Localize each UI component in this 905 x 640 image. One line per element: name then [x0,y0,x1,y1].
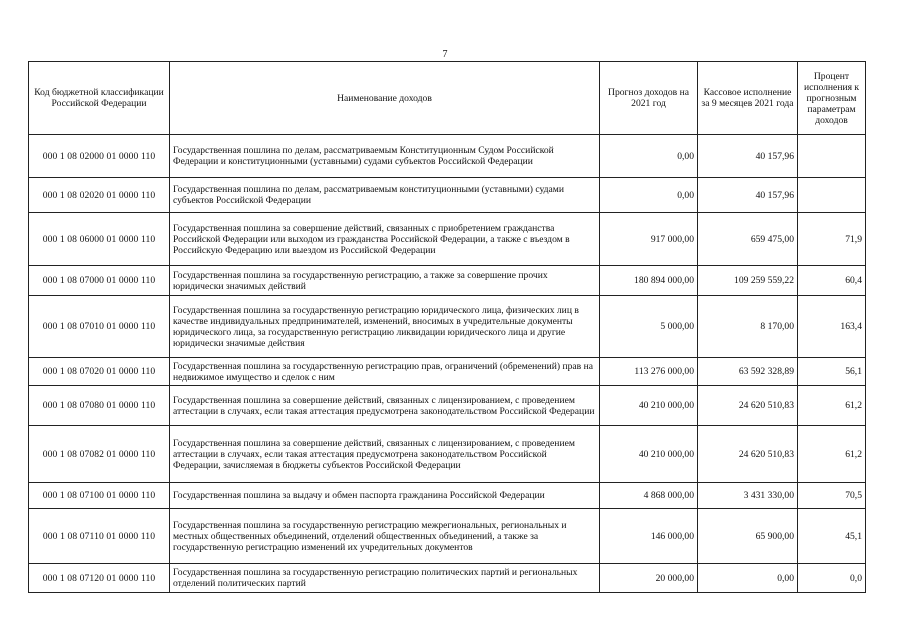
row-percent: 0,0 [798,564,866,593]
row-cash: 65 900,00 [698,509,798,564]
table-row [29,564,866,593]
header-row [29,62,866,135]
row-cash: 0,00 [698,564,798,593]
row-name: Государственная пошлина за совершение действий, связанных с приобретением гражданства Российской Федерации или выходом из гражданства Российской Федерации, а также с въездом в Российскую Федерацию или выездом из Российской Федерации [170,213,600,266]
table-row [29,509,866,564]
row-percent [798,178,866,213]
row-cash: 24 620 510,83 [698,426,798,483]
table-row [29,135,866,178]
header-code: Код бюджетной классификации Российской Федерации [29,62,170,135]
row-name: Государственная пошлина за государственную регистрацию, а также за совершение прочих юридически значимых действий [170,266,600,296]
row-name: Государственная пошлина за государственную регистрацию политических партий и региональных отделений политических партий [170,564,600,593]
row-code: 000 1 08 07000 01 0000 110 [29,266,170,296]
row-cash: 3 431 330,00 [698,483,798,509]
revenue-table [28,61,866,593]
row-name: Государственная пошлина за выдачу и обмен паспорта гражданина Российской Федерации [170,483,600,509]
row-forecast: 40 210 000,00 [600,426,698,483]
row-percent: 70,5 [798,483,866,509]
row-name: Государственная пошлина за совершение действий, связанных с лицензированием, с проведением аттестации в случаях, если такая аттестация предусмотрена законодательством Российской Федерации, зачисляемая в бюджеты субъектов Российской Федерации [170,426,600,483]
table-row [29,213,866,266]
row-name: Государственная пошлина за совершение действий, связанных с лицензированием, с проведением аттестации в случаях, если такая аттестация предусмотрена законодательством Российской Федерации [170,386,600,426]
row-forecast: 20 000,00 [600,564,698,593]
header-name: Наименование доходов [170,62,600,135]
row-code: 000 1 08 02020 01 0000 110 [29,178,170,213]
row-name: Государственная пошлина по делам, рассматриваемым конституционными (уставными) судами субъектов Российской Федерации [170,178,600,213]
row-percent: 163,4 [798,296,866,358]
row-code: 000 1 08 07080 01 0000 110 [29,386,170,426]
row-cash: 8 170,00 [698,296,798,358]
row-name: Государственная пошлина за государственную регистрацию юридического лица, физических лиц в качестве индивидуальных предпринимателей, изменений, вносимых в учредительные документы юридического лица, за государственную регистрацию ликвидации юридического лица и другие юридически значимые действия [170,296,600,358]
row-percent: 61,2 [798,426,866,483]
row-name: Государственная пошлина по делам, рассматриваемым Конституционным Судом Российской Федерации и конституционными (уставными) судами субъектов Российской Федерации [170,135,600,178]
row-cash: 659 475,00 [698,213,798,266]
header-forecast: Прогноз доходов на 2021 год [600,62,698,135]
table-row [29,426,866,483]
row-code: 000 1 08 07082 01 0000 110 [29,426,170,483]
row-forecast: 0,00 [600,178,698,213]
row-forecast: 113 276 000,00 [600,358,698,386]
row-forecast: 917 000,00 [600,213,698,266]
header-cash: Кассовое исполнение за 9 месяцев 2021 года [698,62,798,135]
table-row [29,296,866,358]
row-percent: 61,2 [798,386,866,426]
row-forecast: 0,00 [600,135,698,178]
row-name: Государственная пошлина за государственную регистрацию межрегиональных, региональных и местных общественных объединений, отделений общественных объединений, а также за государственную регистрацию изменений их учредительных документов [170,509,600,564]
row-code: 000 1 08 06000 01 0000 110 [29,213,170,266]
row-percent: 45,1 [798,509,866,564]
row-percent: 71,9 [798,213,866,266]
row-forecast: 146 000,00 [600,509,698,564]
table-row [29,386,866,426]
row-code: 000 1 08 07010 01 0000 110 [29,296,170,358]
table-row [29,483,866,509]
row-code: 000 1 08 07120 01 0000 110 [29,564,170,593]
row-cash: 63 592 328,89 [698,358,798,386]
row-code: 000 1 08 07020 01 0000 110 [29,358,170,386]
row-cash: 40 157,96 [698,135,798,178]
table-row [29,178,866,213]
row-forecast: 4 868 000,00 [600,483,698,509]
row-percent: 60,4 [798,266,866,296]
table-row [29,358,866,386]
row-forecast: 180 894 000,00 [600,266,698,296]
row-forecast: 5 000,00 [600,296,698,358]
row-cash: 40 157,96 [698,178,798,213]
row-code: 000 1 08 07100 01 0000 110 [29,483,170,509]
row-percent: 56,1 [798,358,866,386]
table-row [29,266,866,296]
row-cash: 24 620 510,83 [698,386,798,426]
row-percent [798,135,866,178]
row-code: 000 1 08 07110 01 0000 110 [29,509,170,564]
page-number: 7 [442,49,448,60]
row-code: 000 1 08 02000 01 0000 110 [29,135,170,178]
header-percent: Процент исполнения к прогнозным параметрам доходов [798,62,866,135]
row-forecast: 40 210 000,00 [600,386,698,426]
row-cash: 109 259 559,22 [698,266,798,296]
row-name: Государственная пошлина за государственную регистрацию прав, ограничений (обременений) прав на недвижимое имущество и сделок с ним [170,358,600,386]
